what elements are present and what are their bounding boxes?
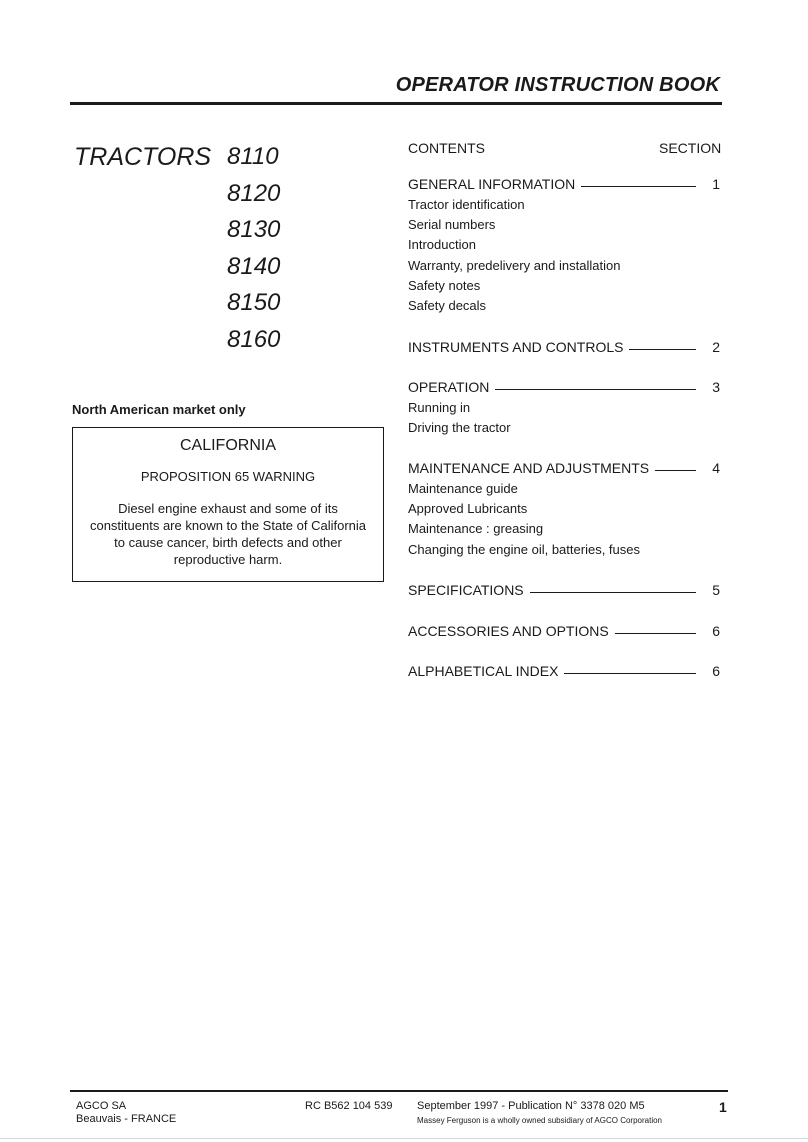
toc-entry-title: SPECIFICATIONS	[408, 582, 524, 598]
toc-subitem: Tractor identification	[408, 197, 525, 212]
model-number: 8160	[227, 326, 281, 353]
page-edge	[0, 1138, 808, 1139]
model-number: 8120	[227, 180, 281, 207]
footer-publication: September 1997 - Publication N° 3378 020 M5	[417, 1100, 645, 1112]
toc-section-number: 5	[712, 582, 720, 598]
footer-company: AGCO SA	[76, 1100, 127, 1112]
toc-leader-line	[615, 633, 696, 634]
toc-subitem: Maintenance : greasing	[408, 521, 544, 536]
model-number: 8110	[227, 143, 279, 170]
footer-location: Beauvais - FRANCE	[76, 1113, 177, 1125]
prop65-warning-box	[72, 427, 384, 582]
toc-subitem: Introduction	[408, 237, 476, 252]
toc-leader-line	[530, 592, 696, 593]
toc-subitem: Approved Lubricants	[408, 501, 528, 516]
toc-subitem: Maintenance guide	[408, 481, 518, 496]
toc-entry-title: ALPHABETICAL INDEX	[408, 663, 559, 679]
toc-leader-line	[655, 470, 696, 471]
toc-section-number: 2	[712, 339, 720, 355]
toc-leader-line	[564, 673, 696, 674]
header-divider	[70, 102, 722, 105]
toc-entry-operation	[408, 379, 720, 395]
toc-subitem: Safety decals	[408, 298, 487, 313]
toc-section-number: 3	[712, 379, 720, 395]
book-title: OPERATOR INSTRUCTION BOOK	[395, 74, 720, 96]
warning-body: Diesel engine exhaust and some of its constituents are known to the State of California to cause cancer, birth defects and other reproductive harm.	[89, 501, 367, 567]
warning-title: CALIFORNIA	[179, 437, 276, 454]
footer-subsidiary-note: Massey Ferguson is a wholly owned subsidiary of AGCO Corporation	[417, 1116, 662, 1125]
section-label: SECTION	[659, 140, 722, 156]
toc-subitem: Changing the engine oil, batteries, fuses	[408, 542, 640, 557]
toc-section-number: 1	[712, 176, 720, 192]
toc-subitem: Warranty, predelivery and installation	[408, 258, 621, 273]
toc-section-number: 6	[712, 663, 720, 679]
toc-entry-instruments-and-controls	[408, 339, 720, 355]
toc-entry-title: INSTRUMENTS AND CONTROLS	[408, 339, 624, 355]
toc-entry-general-information	[408, 176, 720, 192]
product-label: TRACTORS	[74, 143, 212, 171]
market-note: North American market only	[72, 402, 246, 417]
toc-entry-title: OPERATION	[408, 379, 490, 395]
toc-subitem: Running in	[408, 400, 471, 415]
model-number: 8140	[227, 253, 281, 280]
toc-entry-title: GENERAL INFORMATION	[408, 176, 576, 192]
toc-leader-line	[495, 389, 696, 390]
footer-divider	[70, 1090, 728, 1092]
toc-entry-title: MAINTENANCE AND ADJUSTMENTS	[408, 460, 650, 476]
toc-leader-line	[581, 186, 696, 187]
toc-entry-alphabetical-index	[408, 663, 720, 679]
contents-label: CONTENTS	[408, 140, 485, 156]
toc-leader-line	[629, 349, 696, 350]
warning-subtitle: PROPOSITION 65 WARNING	[140, 469, 316, 484]
toc-entry-accessories-and-options	[408, 623, 720, 639]
toc-subitem: Driving the tractor	[408, 420, 511, 435]
toc-entry-specifications	[408, 582, 720, 598]
model-number: 8150	[227, 289, 281, 316]
toc-entry-title: ACCESSORIES AND OPTIONS	[408, 623, 609, 639]
footer-registry: RC B562 104 539	[305, 1100, 393, 1112]
page-number: 1	[719, 1099, 727, 1115]
toc-subitem: Serial numbers	[408, 217, 496, 232]
toc-section-number: 4	[712, 460, 720, 476]
toc-subitem: Safety notes	[408, 278, 481, 293]
toc-entry-maintenance-and-adjustments	[408, 460, 720, 476]
model-number: 8130	[227, 216, 281, 243]
toc-section-number: 6	[712, 623, 720, 639]
